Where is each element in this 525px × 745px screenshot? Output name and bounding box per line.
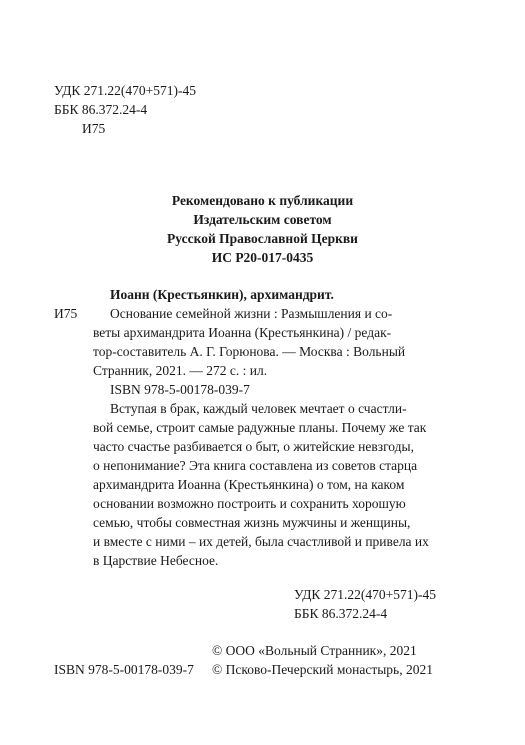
recommendation-line-1: Рекомендовано к публикации xyxy=(171,193,354,208)
annotation-line-4: о непонимание? Эта книга составлена из советов старца xyxy=(93,458,418,473)
annotation-line-8: и вместе с ними – их детей, была счастливой и привела их xyxy=(93,534,429,549)
catalog-desc-3: тор-составитель А. Г. Горюнова. — Москва : Вольный xyxy=(93,344,406,359)
annotation-line-9: в Царствие Небесное. xyxy=(93,553,219,568)
catalog-isbn: ISBN 978-5-00178-039-7 xyxy=(110,382,250,397)
catalog-mark: И75 xyxy=(54,306,78,321)
recommendation-line-3: Русской Православной Церкви xyxy=(167,231,358,246)
bottom-udk-code: УДК 271.22(470+571)-45 xyxy=(294,587,437,602)
annotation-line-3: часто счастье разбивается о быт, о житейские невзгоды, xyxy=(93,439,414,454)
catalog-desc-1: Основание семейной жизни : Размышления и со- xyxy=(110,306,393,321)
author-mark: И75 xyxy=(82,121,106,136)
bottom-bbk-code: ББК 86.372.24-4 xyxy=(294,606,388,621)
catalog-desc-2: веты архимандрита Иоанна (Крестьянкина) / редак- xyxy=(93,325,392,340)
recommendation-line-2: Издательским советом xyxy=(193,212,332,227)
bbk-code: ББК 86.372.24-4 xyxy=(54,102,148,117)
annotation-line-5: архимандрита Иоанна (Крестьянкина) о том, на каком xyxy=(93,477,405,492)
copyright-line-1: © ООО «Вольный Странник», 2021 xyxy=(212,643,417,658)
udk-code: УДК 271.22(470+571)-45 xyxy=(54,83,197,98)
annotation-line-7: семью, чтобы совместная жизнь мужчины и женщины, xyxy=(93,515,411,530)
annotation-line-1: Вступая в брак, каждый человек мечтает о счастли- xyxy=(110,401,407,416)
copyright-line-2: © Псково-Печерский монастырь, 2021 xyxy=(212,662,433,677)
annotation-line-2: вой семье, строит самые радужные планы. Почему же так xyxy=(93,420,427,435)
annotation-line-6: основании возможно построить и сохранить хорошую xyxy=(93,496,406,511)
copyright-isbn: ISBN 978-5-00178-039-7 xyxy=(54,662,194,677)
recommendation-line-4: ИС Р20-017-0435 xyxy=(211,250,314,265)
catalog-desc-4: Странник, 2021. — 272 с. : ил. xyxy=(93,363,268,378)
catalog-author: Иоанн (Крестьянкин), архимандрит. xyxy=(110,287,334,302)
